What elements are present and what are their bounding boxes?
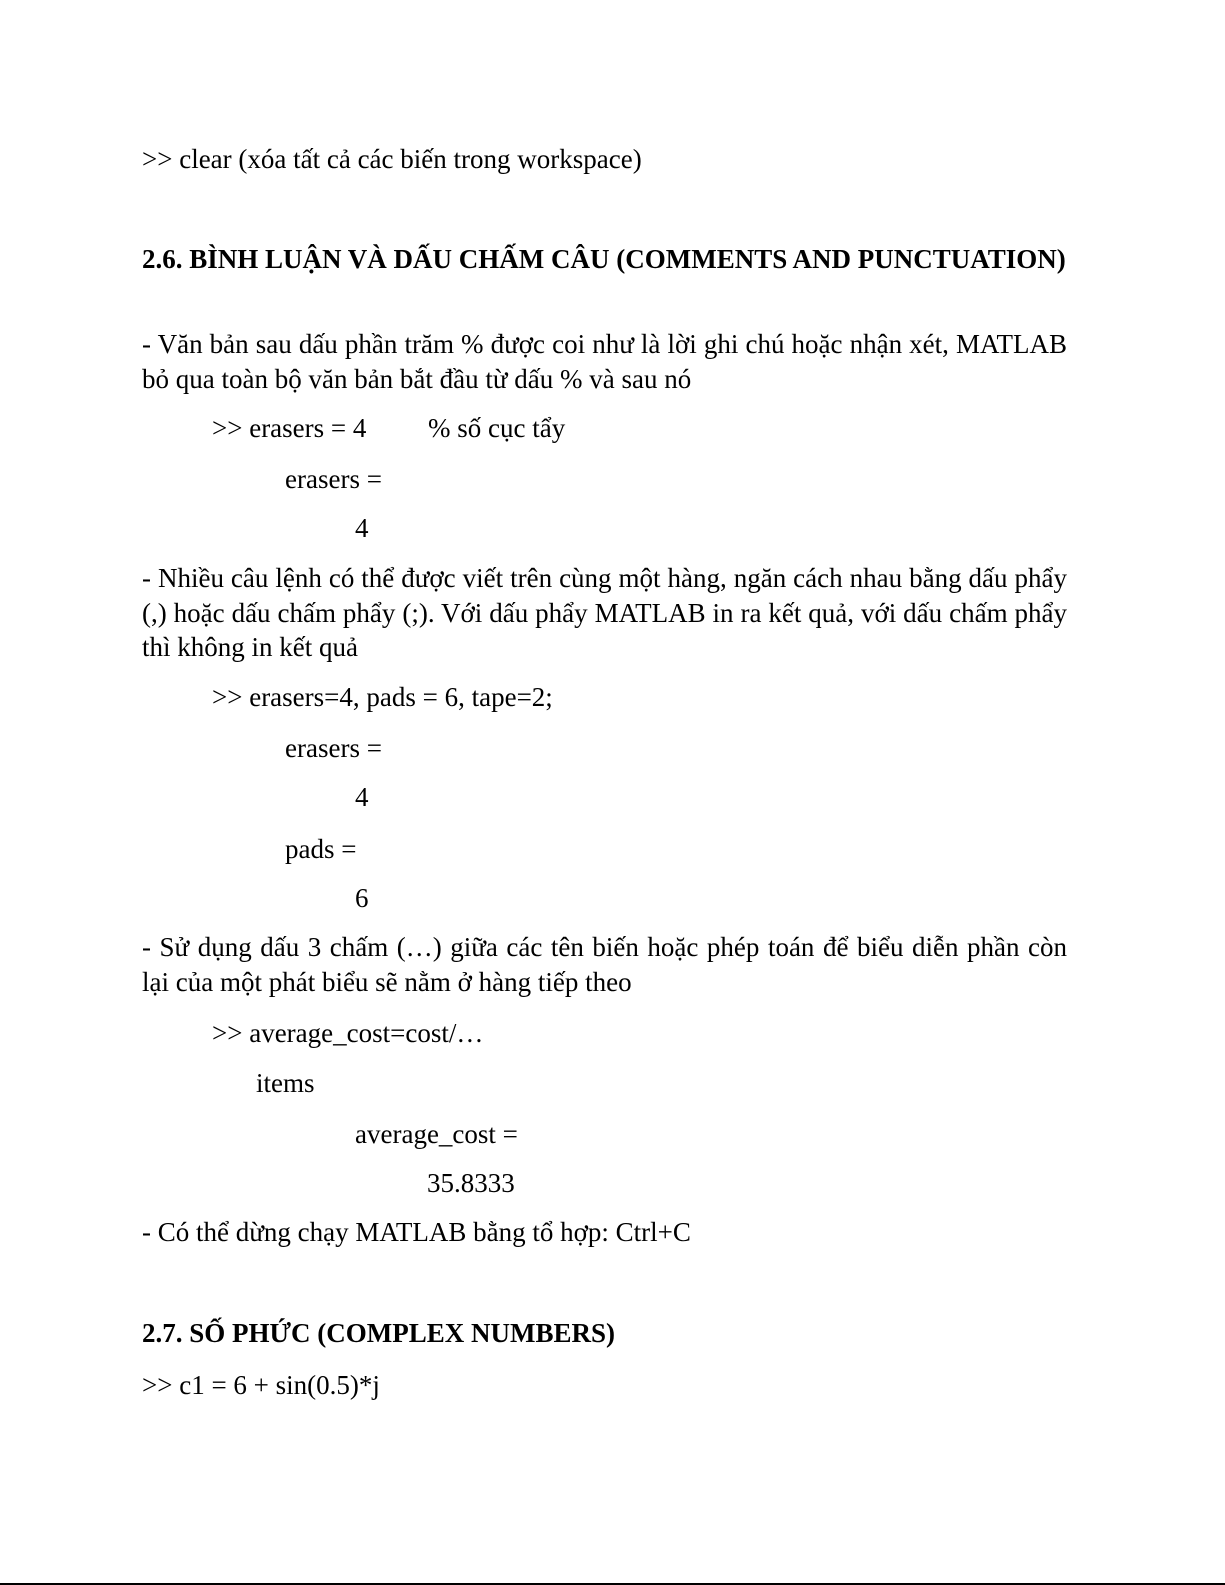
section-heading-2-7: 2.7. SỐ PHỨC (COMPLEX NUMBERS) <box>142 1318 615 1348</box>
example-command: >> c1 = 6 + sin(0.5)*j <box>142 1370 380 1400</box>
example-command: >> erasers = 4 <box>212 413 367 443</box>
paragraph-ctrl-c: - Có thể dừng chạy MATLAB bằng tổ hợp: Ctrl+C <box>142 1217 691 1247</box>
example-continuation: items <box>256 1068 315 1098</box>
output-value: 6 <box>355 883 369 913</box>
paragraph-comments: - Văn bản sau dấu phần trăm % được coi như là lời ghi chú hoặc nhận xét, MATLAB bỏ qua toàn bộ văn bản bắt đầu từ dấu % và sau nó <box>142 329 1067 394</box>
output-value: 35.8333 <box>427 1168 515 1198</box>
example-comment: % số cục tẩy <box>428 413 566 443</box>
paragraph-ellipsis: - Sử dụng dấu 3 chấm (…) giữa các tên biến hoặc phép toán để biểu diễn phần còn lại của một phát biểu sẽ nằm ở hàng tiếp theo <box>142 932 1067 997</box>
output-variable-name: average_cost = <box>355 1119 518 1149</box>
example-command: >> erasers=4, pads = 6, tape=2; <box>212 682 553 712</box>
section-heading-2-6: 2.6. BÌNH LUẬN VÀ DẤU CHẤM CÂU (COMMENTS AND PUNCTUATION) <box>142 244 1066 274</box>
clear-command: >> clear (xóa tất cả các biến trong workspace) <box>142 144 642 174</box>
output-variable-name: erasers = <box>285 733 382 763</box>
output-variable-name: pads = <box>285 834 357 864</box>
output-value: 4 <box>355 782 369 812</box>
example-command: >> average_cost=cost/… <box>212 1018 484 1048</box>
output-variable-name: erasers = <box>285 464 382 494</box>
paragraph-multiple-statements: - Nhiều câu lệnh có thể được viết trên cùng một hàng, ngăn cách nhau bằng dấu phẩy (,) hoặc dấu chấm phẩy (;). Với dấu phẩy MATLAB in ra kết quả, với dấu chấm phẩy thì không in kết quả <box>142 563 1067 662</box>
output-value: 4 <box>355 513 369 543</box>
